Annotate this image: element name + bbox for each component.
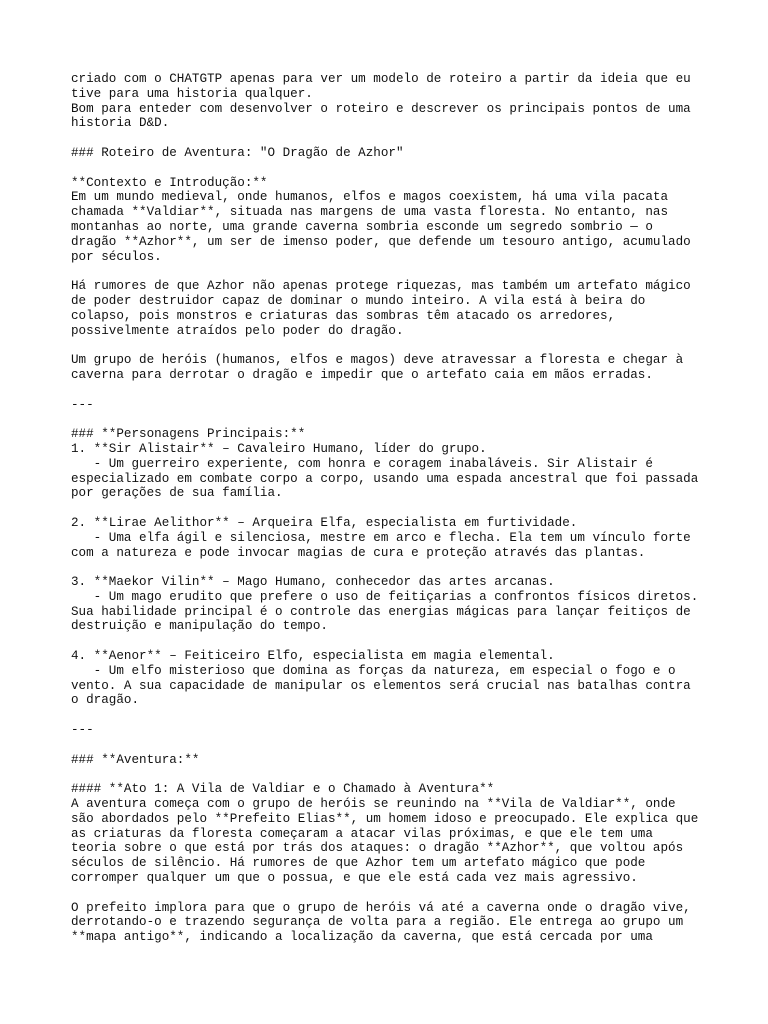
text-line: 4. **Aenor** – Feiticeiro Elfo, especialista em magia elemental. <box>71 649 555 664</box>
text-line <box>71 161 761 176</box>
text-line: montanhas ao norte, uma grande caverna sombria esconde um segredo sombrio — o <box>71 219 653 234</box>
text-line: Em um mundo medieval, onde humanos, elfos e magos coexistem, há uma vila pacata <box>71 190 669 205</box>
text-line <box>71 560 761 575</box>
text-line: #### **Ato 1: A Vila de Valdiar e o Chamado à Aventura** <box>71 782 495 797</box>
text-line: dragão **Azhor**, um ser de imenso poder, que defende um tesouro antigo, acumulado <box>71 234 691 249</box>
text-line: O prefeito implora para que o grupo de heróis vá até a caverna onde o dragão vive, <box>71 900 691 915</box>
text-line: destruição e manipulação do tempo. <box>71 619 328 634</box>
text-line: **mapa antigo**, indicando a localização da caverna, que está cercada por uma <box>71 930 653 945</box>
text-line: - Um mago erudito que prefere o uso de feitiçarias a confrontos físicos diretos. <box>71 589 699 604</box>
text-line: séculos de silêncio. Há rumores de que Azhor tem um artefato mágico que pode <box>71 856 646 871</box>
text-line: corromper qualquer um que o possua, e que ele está cada vez mais agressivo. <box>71 871 638 886</box>
text-line: **Contexto e Introdução:** <box>71 175 268 190</box>
text-line: --- <box>71 723 94 738</box>
text-line <box>71 412 761 427</box>
text-line: vento. A sua capacidade de manipular os elementos será crucial nas batalhas contra <box>71 678 691 693</box>
text-line: ### **Aventura:** <box>71 752 200 767</box>
document-page <box>71 72 761 945</box>
text-line: - Um guerreiro experiente, com honra e coragem inabaláveis. Sir Alistair é <box>71 456 653 471</box>
text-line <box>71 708 761 723</box>
text-line: - Um elfo misterioso que domina as forças da natureza, em especial o fogo e o <box>71 663 676 678</box>
text-line: 1. **Sir Alistair** – Cavaleiro Humano, líder do grupo. <box>71 441 487 456</box>
text-line <box>71 767 761 782</box>
text-line: Há rumores de que Azhor não apenas protege riquezas, mas também um artefato mágico <box>71 279 691 294</box>
text-line: possivelmente atraídos pelo poder do dragão. <box>71 323 404 338</box>
text-line: chamada **Valdiar**, situada nas margens de uma vasta floresta. No entanto, nas <box>71 205 669 220</box>
text-line: de poder destruidor capaz de dominar o mundo inteiro. A vila está à beira do <box>71 293 646 308</box>
text-line: com a natureza e pode invocar magias de cura e proteção através das plantas. <box>71 545 646 560</box>
text-line: por séculos. <box>71 249 162 264</box>
text-line <box>71 264 761 279</box>
text-line: tive para uma historia qualquer. <box>71 86 313 101</box>
text-line <box>71 383 761 398</box>
text-line: ### Roteiro de Aventura: "O Dragão de Azhor" <box>71 145 404 160</box>
text-line: são abordados pelo **Prefeito Elias**, um homem idoso e preocupado. Ele explica que <box>71 811 699 826</box>
text-line: --- <box>71 397 94 412</box>
text-line <box>71 886 761 901</box>
text-line <box>71 338 761 353</box>
text-line <box>71 634 761 649</box>
text-line: Bom para enteder com desenvolver o roteiro e descrever os principais pontos de uma <box>71 101 691 116</box>
text-line <box>71 738 761 753</box>
text-line: colapso, pois monstros e criaturas das sombras têm atacado os arredores, <box>71 308 616 323</box>
text-line: 2. **Lirae Aelithor** – Arqueira Elfa, especialista em furtividade. <box>71 515 578 530</box>
text-line <box>71 131 761 146</box>
text-line: caverna para derrotar o dragão e impedir que o artefato caia em mãos erradas. <box>71 367 653 382</box>
text-line: por gerações de sua família. <box>71 486 283 501</box>
text-line: as criaturas da floresta começaram a atacar vilas próximas, e que ele tem uma <box>71 826 653 841</box>
text-line: o dragão. <box>71 693 140 708</box>
text-line: Sua habilidade principal é o controle das energias mágicas para lançar feitiços de <box>71 604 691 619</box>
text-line: especializado em combate corpo a corpo, usando uma espada ancestral que foi passada <box>71 471 699 486</box>
text-line <box>71 501 761 516</box>
text-line: - Uma elfa ágil e silenciosa, mestre em arco e flecha. Ela tem um vínculo forte <box>71 530 691 545</box>
text-line: Um grupo de heróis (humanos, elfos e magos) deve atravessar a floresta e chegar à <box>71 353 684 368</box>
text-line: A aventura começa com o grupo de heróis se reunindo na **Vila de Valdiar**, onde <box>71 797 676 812</box>
text-line: teoria sobre o que está por trás dos ataques: o dragão **Azhor**, que voltou após <box>71 841 684 856</box>
text-line: criado com o CHATGTP apenas para ver um modelo de roteiro a partir da ideia que eu <box>71 72 691 86</box>
text-line: derrotando-o e trazendo segurança de volta para a região. Ele entrega ao grupo um <box>71 915 684 930</box>
text-line: historia D&D. <box>71 116 170 131</box>
text-line: ### **Personagens Principais:** <box>71 427 306 442</box>
text-line: 3. **Maekor Vilin** – Mago Humano, conhecedor das artes arcanas. <box>71 575 555 590</box>
